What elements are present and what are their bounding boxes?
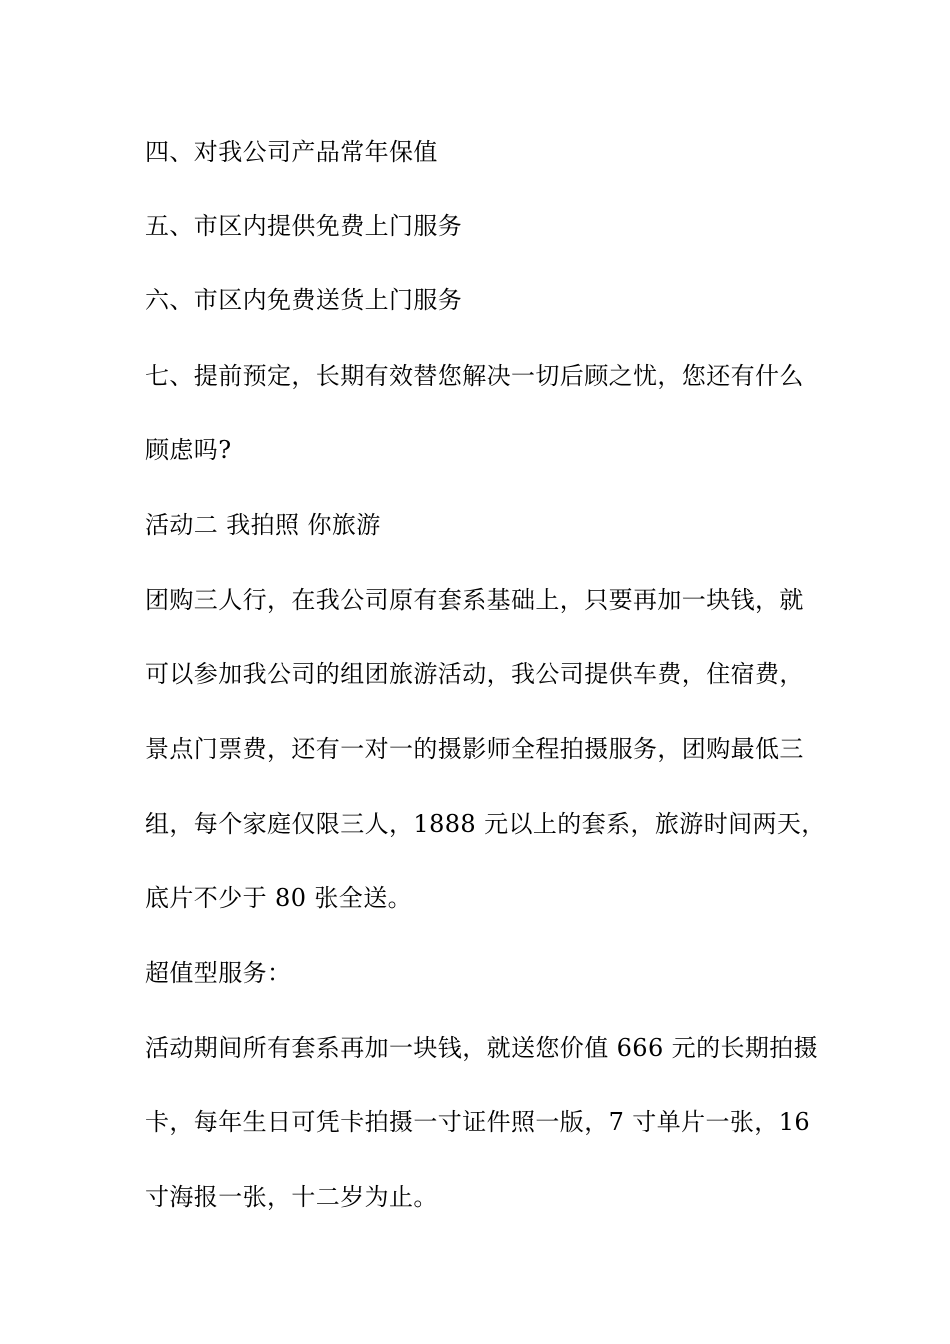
paragraph-card-line-3: 寸海报一张，十二岁为止。 [145, 1183, 438, 1211]
paragraph-group-line-1: 团购三人行，在我公司原有套系基础上，只要再加一块钱，就 [145, 586, 804, 614]
paragraph-group-line-4: 组，每个家庭仅限三人，1888 元以上的套系，旅游时间两天， [145, 810, 826, 838]
paragraph-group-line-3: 景点门票费，还有一对一的摄影师全程拍摄服务，团购最低三 [145, 735, 804, 763]
list-item-seven-line-1: 七、提前预定，长期有效替您解决一切后顾之忧，您还有什么 [145, 362, 804, 390]
list-item-five: 五、市区内提供免费上门服务 [145, 212, 463, 240]
paragraph-card-line-1: 活动期间所有套系再加一块钱，就送您价值 666 元的长期拍摄 [145, 1034, 819, 1062]
list-item-four: 四、对我公司产品常年保值 [145, 138, 438, 166]
section-heading-activity-two: 活动二 我拍照 你旅游 [145, 511, 381, 539]
section-heading-value-service: 超值型服务： [145, 959, 292, 987]
paragraph-card-line-2: 卡，每年生日可凭卡拍摄一寸证件照一版，7 寸单片一张，16 [145, 1108, 811, 1136]
list-item-six: 六、市区内免费送货上门服务 [145, 286, 463, 314]
paragraph-group-line-2: 可以参加我公司的组团旅游活动，我公司提供车费，住宿费， [145, 660, 804, 688]
list-item-seven-line-2: 顾虑吗? [145, 436, 232, 464]
paragraph-group-line-5: 底片不少于 80 张全送。 [145, 884, 412, 912]
